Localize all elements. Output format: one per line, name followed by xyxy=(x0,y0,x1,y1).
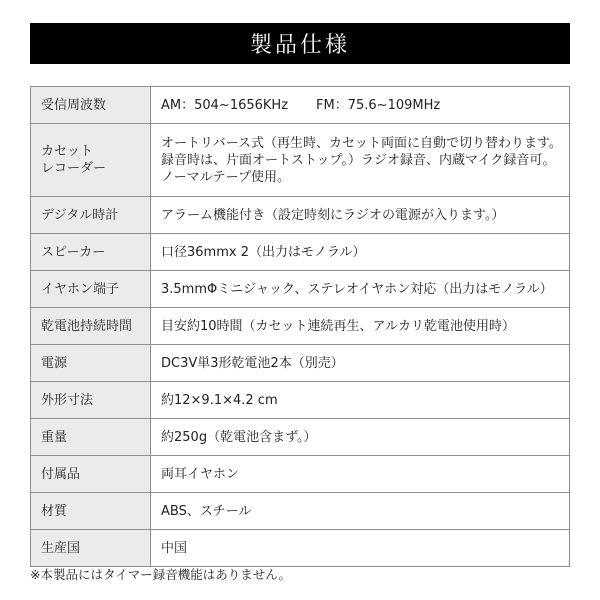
spec-row-accessories xyxy=(31,456,570,493)
spec-label: 材質 xyxy=(31,493,151,530)
spec-value: DC3V単3形乾電池2本（別売） xyxy=(151,345,570,382)
spec-label: 付属品 xyxy=(31,456,151,493)
fm-range: FM：75.6~109MHz xyxy=(316,97,441,113)
spec-value xyxy=(151,87,570,124)
spec-row-frequency xyxy=(31,87,570,124)
spec-label: 外形寸法 xyxy=(31,382,151,419)
spec-row-clock xyxy=(31,197,570,234)
spec-label: デジタル時計 xyxy=(31,197,151,234)
spec-value: 口径36mmx 2（出力はモノラル） xyxy=(151,234,570,271)
section-title: 製品仕様 xyxy=(249,33,350,58)
spec-row-earphone-jack xyxy=(31,271,570,308)
spec-row-origin xyxy=(31,530,570,567)
spec-label: イヤホン端子 xyxy=(31,271,151,308)
spec-row-dimensions xyxy=(31,382,570,419)
spec-value: 中国 xyxy=(151,530,570,567)
spec-label: スピーカー xyxy=(31,234,151,271)
spec-value: アラーム機能付き（設定時刻にラジオの電源が入ります。） xyxy=(151,197,570,234)
spec-value: 約250g（乾電池含まず。） xyxy=(151,419,570,456)
spec-value: ABS、スチール xyxy=(151,493,570,530)
spec-value: 両耳イヤホン xyxy=(151,456,570,493)
spec-table xyxy=(30,86,570,567)
spec-label: カセット レコーダー xyxy=(31,124,151,197)
spec-label: 生産国 xyxy=(31,530,151,567)
am-range: AM：504~1656KHz xyxy=(161,97,289,113)
spec-label: 乾電池持続時間 xyxy=(31,308,151,345)
spec-row-power xyxy=(31,345,570,382)
spec-label: 受信周波数 xyxy=(31,87,151,124)
spec-value: 約12×9.1×4.2 cm xyxy=(151,382,570,419)
spec-label: 重量 xyxy=(31,419,151,456)
spec-row-material xyxy=(31,493,570,530)
spec-value: 目安約10時間（カセット連続再生、アルカリ乾電池使用時） xyxy=(151,308,570,345)
footnote: ※本製品にはタイマー録音機能はありません。 xyxy=(30,567,291,582)
spec-value: 3.5mmΦミニジャック、ステレオイヤホン対応（出力はモノラル） xyxy=(151,271,570,308)
spec-label: 電源 xyxy=(31,345,151,382)
spec-row-battery-life xyxy=(31,308,570,345)
spec-row-weight xyxy=(31,419,570,456)
spec-row-cassette xyxy=(31,124,570,197)
spec-row-speaker xyxy=(31,234,570,271)
section-title-banner xyxy=(30,23,570,64)
spec-value: オートリバース式（再生時、カセット両面に自動で切り替わります。 録音時は、片面オートストップ。）ラジオ録音、内蔵マイク録音可。 ノーマルテープ使用。 xyxy=(151,124,570,197)
